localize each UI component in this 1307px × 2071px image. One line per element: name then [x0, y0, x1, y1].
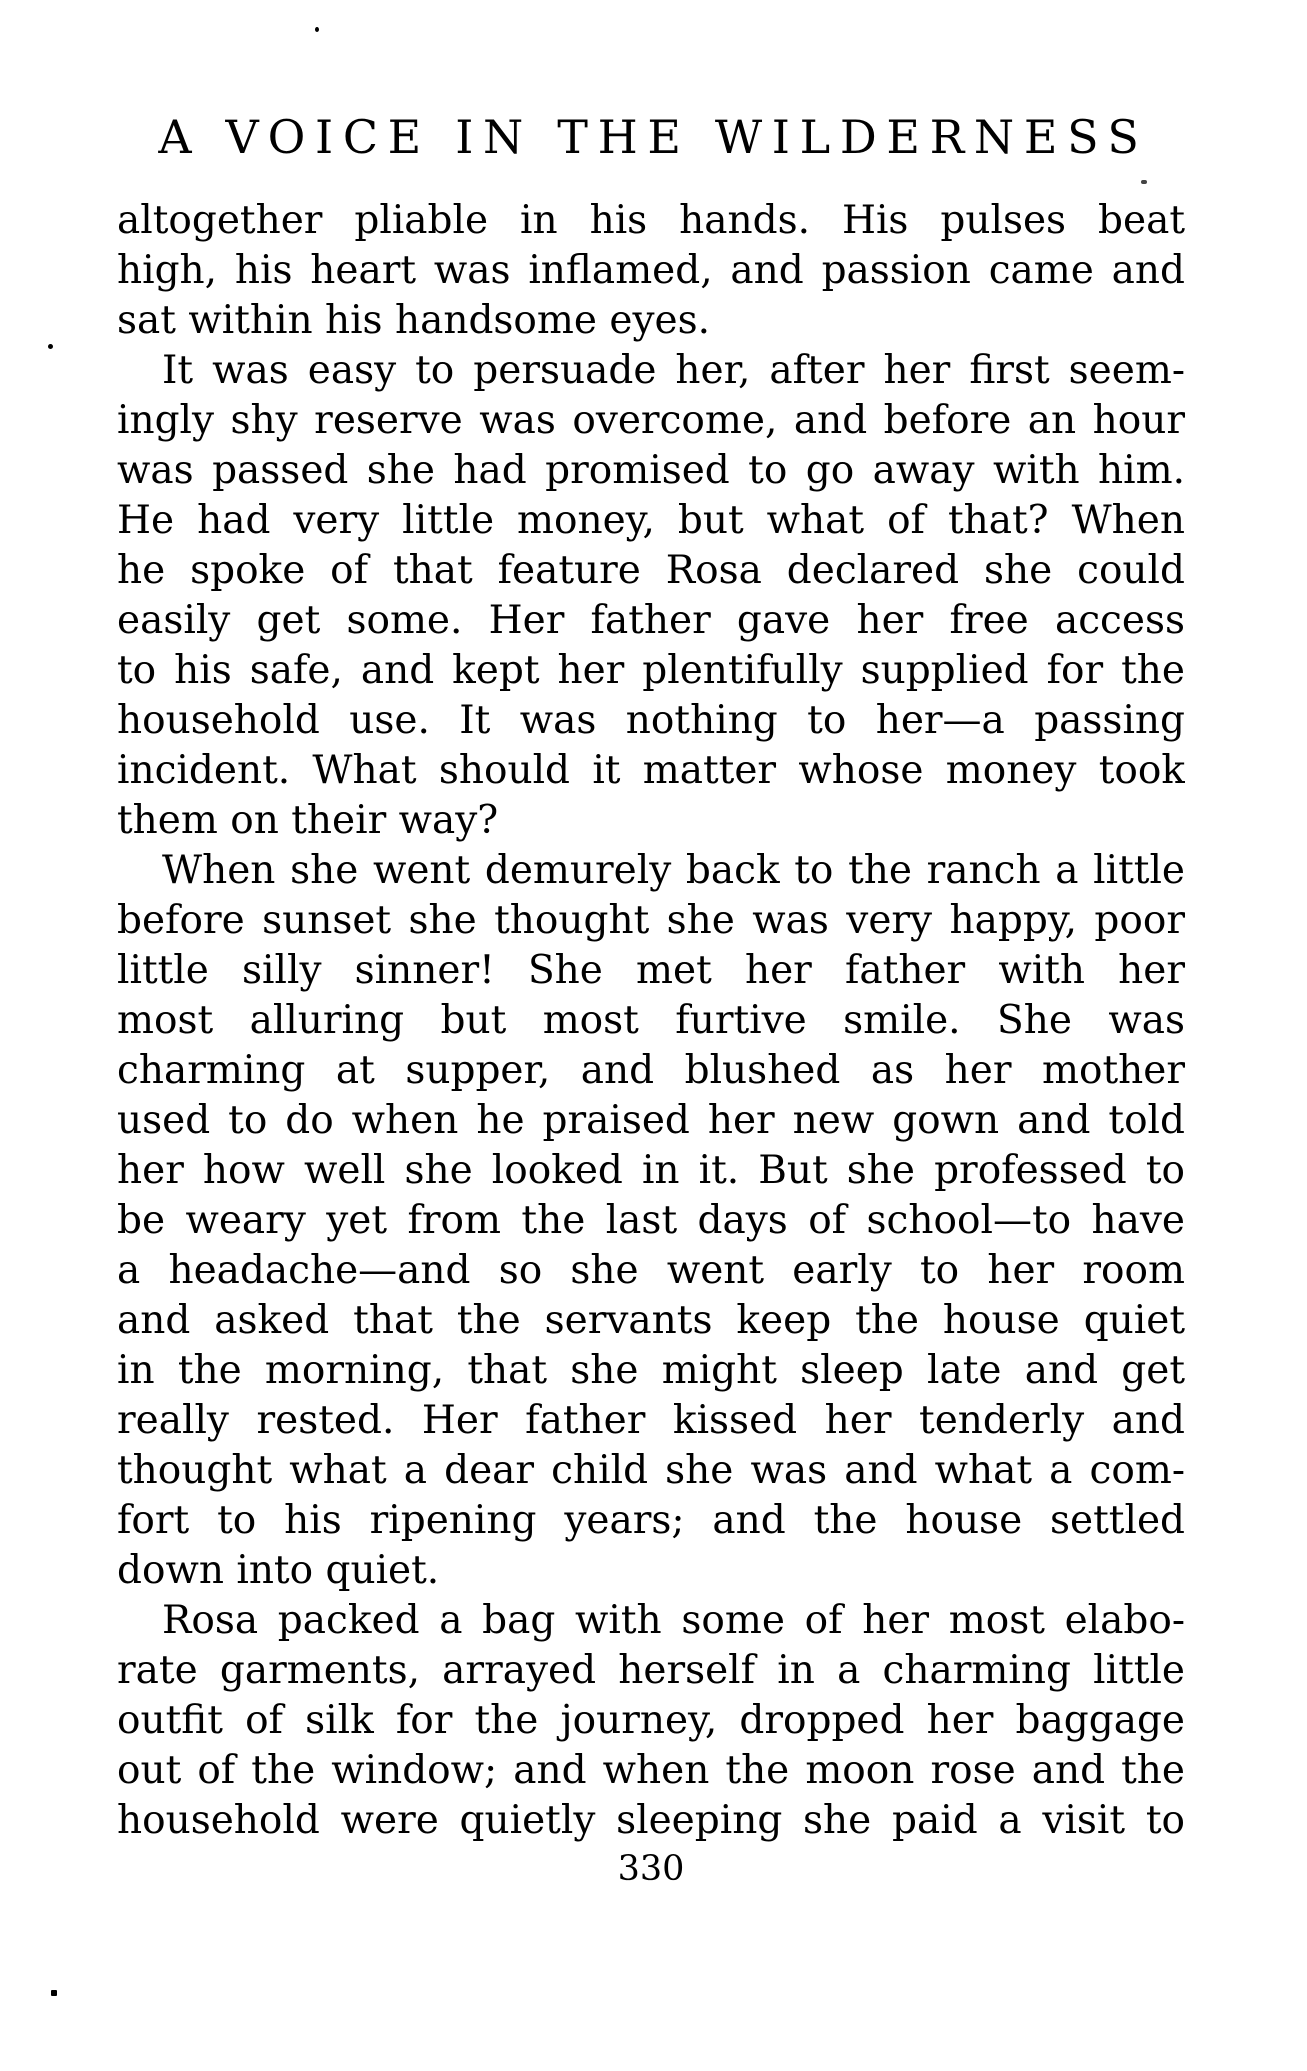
text-line: them on their way?: [117, 798, 499, 843]
text-line: ingly shy reserve was overcome, and before an hour: [117, 398, 1185, 443]
body-text: [117, 196, 1185, 1846]
text-line: easily get some. Her father gave her free access: [117, 598, 1185, 643]
text-line: charming at supper, and blushed as her mother: [117, 1048, 1185, 1093]
scan-speck: [1141, 180, 1147, 184]
page-title: A VOICE IN THE WILDERNESS: [158, 110, 1149, 164]
text-line: altogether pliable in his hands. His pulses beat: [117, 198, 1185, 243]
text-line: really rested. Her father kissed her tenderly and: [117, 1398, 1185, 1443]
text-line: sat within his handsome eyes.: [117, 298, 710, 343]
text-line: out of the window; and when the moon rose and the: [117, 1748, 1185, 1793]
text-line: household use. It was nothing to her—a passing: [117, 698, 1185, 743]
text-line: most alluring but most furtive smile. She was: [117, 998, 1185, 1043]
page-number: 330: [617, 1849, 685, 1889]
text-line: Rosa packed a bag with some of her most elabo-: [162, 1598, 1185, 1643]
text-line: used to do when he praised her new gown and told: [117, 1098, 1185, 1143]
text-line: before sunset she thought she was very happy, poor: [117, 898, 1185, 943]
text-line: and asked that the servants keep the house quiet: [117, 1298, 1185, 1343]
text-line: he spoke of that feature Rosa declared she could: [117, 548, 1185, 593]
text-line: rate garments, arrayed herself in a charming little: [117, 1648, 1185, 1693]
text-line: her how well she looked in it. But she professed to: [117, 1148, 1185, 1193]
text-line: a headache—and so she went early to her room: [117, 1248, 1185, 1293]
scan-speck: [51, 1990, 57, 1996]
text-line: down into quiet.: [117, 1548, 440, 1593]
scan-speck: [48, 344, 53, 349]
text-line: It was easy to persuade her, after her first seem-: [162, 348, 1185, 393]
text-line: household were quietly sleeping she paid a visit to: [117, 1798, 1185, 1843]
text-line: incident. What should it matter whose money took: [117, 748, 1185, 793]
text-line: outfit of silk for the journey, dropped her baggage: [117, 1698, 1185, 1743]
text-line: When she went demurely back to the ranch a little: [162, 848, 1185, 893]
text-line: high, his heart was inflamed, and passion came and: [117, 248, 1185, 293]
text-line: fort to his ripening years; and the house settled: [117, 1498, 1185, 1543]
text-line: little silly sinner! She met her father with her: [117, 948, 1185, 993]
text-line: in the morning, that she might sleep late and get: [117, 1348, 1185, 1393]
text-line: He had very little money, but what of that? When: [117, 498, 1185, 543]
text-line: thought what a dear child she was and what a com-: [117, 1448, 1185, 1493]
text-line: to his safe, and kept her plentifully supplied for the: [117, 648, 1185, 693]
text-line: be weary yet from the last days of school—to have: [117, 1198, 1185, 1243]
scan-speck: [315, 27, 319, 32]
text-line: was passed she had promised to go away with him.: [117, 448, 1185, 493]
